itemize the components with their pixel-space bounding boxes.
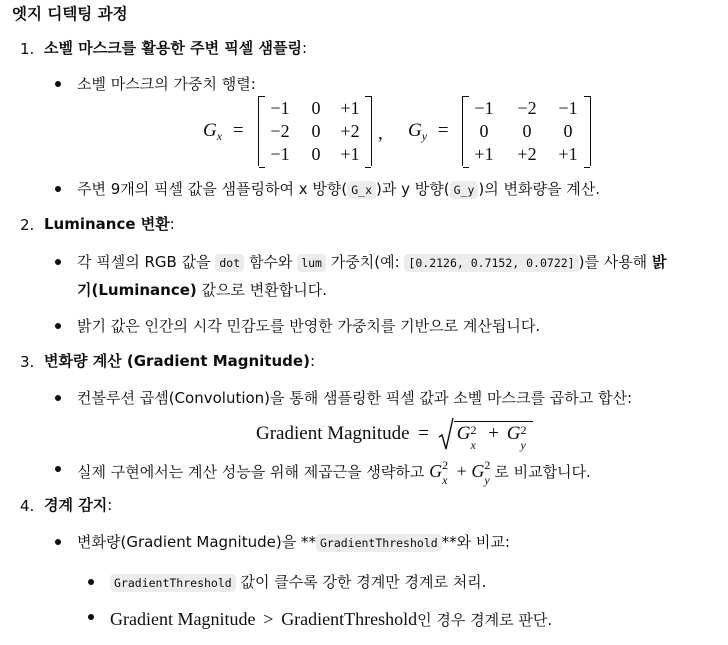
code-gradient-threshold-2: GradientThreshold — [110, 574, 236, 592]
gy-cell: +1 — [558, 144, 578, 164]
section-2-colon: : — [169, 215, 175, 233]
code-lum-weights: [0.2126, 0.7152, 0.0722] — [404, 254, 578, 272]
s2b1-text-a: 각 픽셀의 RGB 값을 — [77, 253, 211, 271]
s2b1-text-e: 값으로 변환합니다. — [201, 281, 328, 299]
gy-cell: 0 — [522, 121, 532, 141]
gy-symbol: G — [408, 120, 422, 141]
gy-cell: 0 — [479, 121, 489, 141]
s2b1-bold-a: 밝 — [651, 253, 667, 271]
gy-label — [408, 117, 449, 146]
gx-cell: −2 — [270, 121, 290, 141]
document-title: 엣지 디텍팅 과정 — [12, 5, 128, 23]
gradient-formula — [256, 417, 533, 451]
gy-cell: −2 — [517, 98, 537, 118]
b2-text-b: )과 y 방향( — [376, 180, 450, 198]
gy-cell: +1 — [474, 144, 494, 164]
s4b1-text-b: **와 비교: — [441, 533, 510, 551]
gx-cell: 0 — [311, 121, 321, 141]
section-1-number: 1. — [20, 40, 35, 58]
section-4-heading-text: 경계 감지 — [44, 496, 108, 514]
gx-sup: 2 — [470, 423, 477, 437]
gy-cell: +2 — [517, 144, 537, 164]
s2b1-bold-b: 기(Luminance) — [77, 281, 197, 299]
section-3-heading — [44, 350, 315, 373]
inline-gx-sub: x — [442, 473, 448, 487]
code-dot: dot — [215, 254, 244, 272]
sqrt-icon — [438, 417, 454, 451]
gy-cell: 0 — [563, 121, 573, 141]
section-4-colon: : — [107, 496, 113, 514]
section-1-bullet-1: 소벨 마스크의 가중치 행렬: — [77, 73, 256, 96]
section-3-number: 3. — [20, 353, 35, 371]
b2-text-c: )의 변화량을 계산. — [478, 180, 600, 198]
section-1-colon: : — [301, 39, 308, 57]
section-4-bullet-1 — [77, 531, 510, 554]
code-lum: lum — [297, 254, 326, 272]
sb1-text: 값이 클수록 강한 경계만 경계로 처리. — [240, 573, 487, 591]
code-gx: G_x — [347, 181, 376, 199]
section-2-bullet-1-line-1 — [77, 251, 666, 274]
gy-sup: 2 — [520, 423, 527, 437]
s2b1-text-d: )를 사용해 — [578, 253, 648, 271]
formula-plus: + — [488, 423, 499, 444]
section-3-colon: : — [309, 352, 315, 370]
section-2-heading — [44, 213, 175, 236]
gy-term: G — [506, 423, 521, 444]
section-2-bullet-2: 밝기 값은 인간의 시각 민감도를 반영한 가중치를 기반으로 계산됩니다. — [77, 315, 540, 338]
gx-cell: −1 — [270, 98, 290, 118]
gy-scripts — [520, 423, 530, 452]
formula-label: Gradient Magnitude — [256, 423, 410, 444]
gx-sub: x — [470, 438, 476, 452]
section-1-heading-text: 소벨 마스크를 활용한 주변 픽셀 샘플링 — [44, 39, 302, 57]
section-4-heading — [44, 494, 112, 517]
gx-label — [203, 117, 244, 146]
sb2-text: 인 경우 경계로 판단. — [417, 611, 553, 629]
gy-equals: = — [437, 120, 449, 141]
inline-gx: G — [429, 461, 443, 481]
gy-cell: −1 — [558, 98, 578, 118]
sb2-gradient-threshold: GradientThreshold — [281, 609, 418, 629]
gx-cell: 0 — [311, 98, 321, 118]
s2b1-text-c: 가중치(예: — [330, 253, 400, 271]
section-4-subbullet-1 — [110, 571, 486, 594]
formula-equals: = — [418, 423, 430, 444]
matrix-comma: , — [378, 123, 383, 144]
gx-term: G — [456, 423, 471, 444]
section-1-heading — [44, 37, 307, 60]
inline-plus: + — [456, 461, 467, 481]
gx-cell: +1 — [340, 144, 360, 164]
inline-formula — [429, 458, 494, 487]
gy-cell: −1 — [474, 98, 494, 118]
section-2-heading-text: Luminance 변환 — [44, 215, 170, 233]
section-1-bullet-2 — [77, 178, 600, 201]
gx-subscript: x — [216, 129, 223, 143]
gx-equals: = — [232, 120, 244, 141]
b2-text-a: 주변 9개의 픽셀 값을 샘플링하여 x 방향( — [77, 180, 348, 198]
gx-cell: +1 — [340, 98, 360, 118]
section-2-bullet-1-line-2 — [77, 279, 327, 302]
section-4-subbullet-2 — [110, 606, 552, 633]
gx-symbol: G — [203, 120, 217, 141]
s3b2-text-b: 로 비교합니다. — [494, 463, 591, 481]
sqrt-content — [454, 421, 534, 452]
s3b2-text-a: 실제 구현에서는 계산 성능을 위해 제곱근을 생략하고 — [77, 463, 425, 481]
inline-gx-scripts — [442, 458, 452, 487]
inline-gy-scripts — [484, 458, 494, 487]
gx-cell: −1 — [270, 144, 290, 164]
gx-scripts — [470, 423, 481, 452]
gx-matrix — [258, 96, 374, 166]
gx-cell: +2 — [340, 121, 360, 141]
gx-cell: 0 — [311, 144, 321, 164]
gy-sub: y — [520, 438, 526, 452]
section-3-bullet-1: 컨볼루션 곱셈(Convolution)을 통해 샘플링한 픽셀 값과 소벨 마스크를 곱하고 합산: — [77, 387, 632, 410]
code-gy: G_y — [450, 181, 479, 199]
code-gradient-threshold: GradientThreshold — [316, 534, 442, 552]
section-4-number: 4. — [20, 497, 35, 515]
sb2-gradient-magnitude: Gradient Magnitude — [110, 609, 256, 629]
section-3-bullet-2 — [77, 458, 591, 485]
s4b1-text-a: 변화량(Gradient Magnitude)을 ** — [77, 533, 316, 551]
inline-gx-sup: 2 — [442, 458, 449, 472]
section-2-number: 2. — [20, 216, 35, 234]
gy-matrix — [462, 96, 592, 166]
section-3-heading-text: 변화량 계산 (Gradient Magnitude) — [44, 352, 310, 370]
s2b1-text-b: 함수와 — [248, 253, 293, 271]
inline-gy-sup: 2 — [484, 458, 491, 472]
inline-gy: G — [471, 461, 485, 481]
sb2-greater-than: > — [263, 609, 274, 629]
inline-gy-sub: y — [484, 473, 490, 487]
gy-subscript: y — [421, 129, 428, 143]
